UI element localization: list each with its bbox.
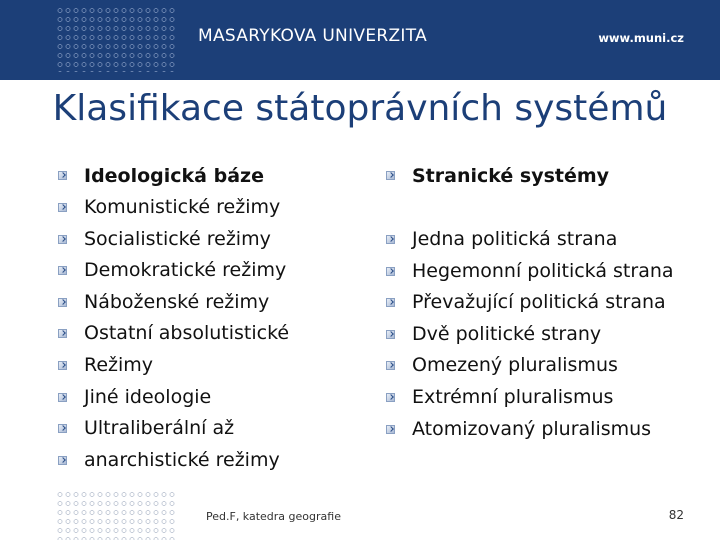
column-spacer (386, 192, 674, 224)
list-item: Demokratické režimy (58, 255, 289, 287)
page-number: 82 (668, 508, 684, 522)
list-item: Náboženské režimy (58, 287, 289, 319)
header-dot-grid-decoration (56, 6, 176, 72)
bullet-icon (58, 456, 67, 465)
bullet-icon (386, 393, 395, 402)
university-url: www.muni.cz (598, 31, 684, 45)
list-item: Dvě politické strany (386, 319, 674, 351)
list-item: Ostatní absolutistické (58, 318, 289, 350)
right-column (386, 160, 674, 445)
bullet-icon (58, 298, 67, 307)
list-item: Jiné ideologie (58, 382, 289, 414)
list-item: Převažující politická strana (386, 287, 674, 319)
slide-title: Klasifikace státoprávních systémů (52, 88, 668, 129)
bullet-icon (58, 361, 67, 370)
list-item: Omezený pluralismus (386, 350, 674, 382)
right-column-heading: Stranické systémy (386, 160, 674, 192)
bullet-icon (58, 424, 67, 433)
footer-dot-grid-decoration (56, 490, 176, 540)
slide-header (0, 0, 720, 80)
bullet-icon (386, 361, 395, 370)
bullet-icon (58, 235, 67, 244)
list-item: Režimy (58, 350, 289, 382)
list-item: Jedna politická strana (386, 224, 674, 256)
list-item: Hegemonní politická strana (386, 256, 674, 288)
bullet-icon (386, 267, 395, 276)
list-item: Socialistické režimy (58, 224, 289, 256)
bullet-icon (58, 329, 67, 338)
bullet-icon (386, 330, 395, 339)
list-item: Komunistické režimy (58, 192, 289, 224)
list-item: anarchistické režimy (58, 445, 289, 477)
bullet-icon (58, 266, 67, 275)
bullet-icon (386, 425, 395, 434)
list-item: Extrémní pluralismus (386, 382, 674, 414)
list-item: Ultraliberální až (58, 413, 289, 445)
university-name: MASARYKOVA UNIVERZITA (198, 26, 428, 46)
list-item: Atomizovaný pluralismus (386, 414, 674, 446)
bullet-icon (386, 235, 395, 244)
bullet-icon (386, 171, 395, 180)
bullet-icon (58, 203, 67, 212)
bullet-icon (386, 298, 395, 307)
left-column (58, 160, 289, 476)
footer-department: Ped.F, katedra geografie (206, 510, 341, 523)
bullet-icon (58, 393, 67, 402)
bullet-icon (58, 171, 67, 180)
left-column-heading: Ideologická báze (58, 160, 289, 192)
